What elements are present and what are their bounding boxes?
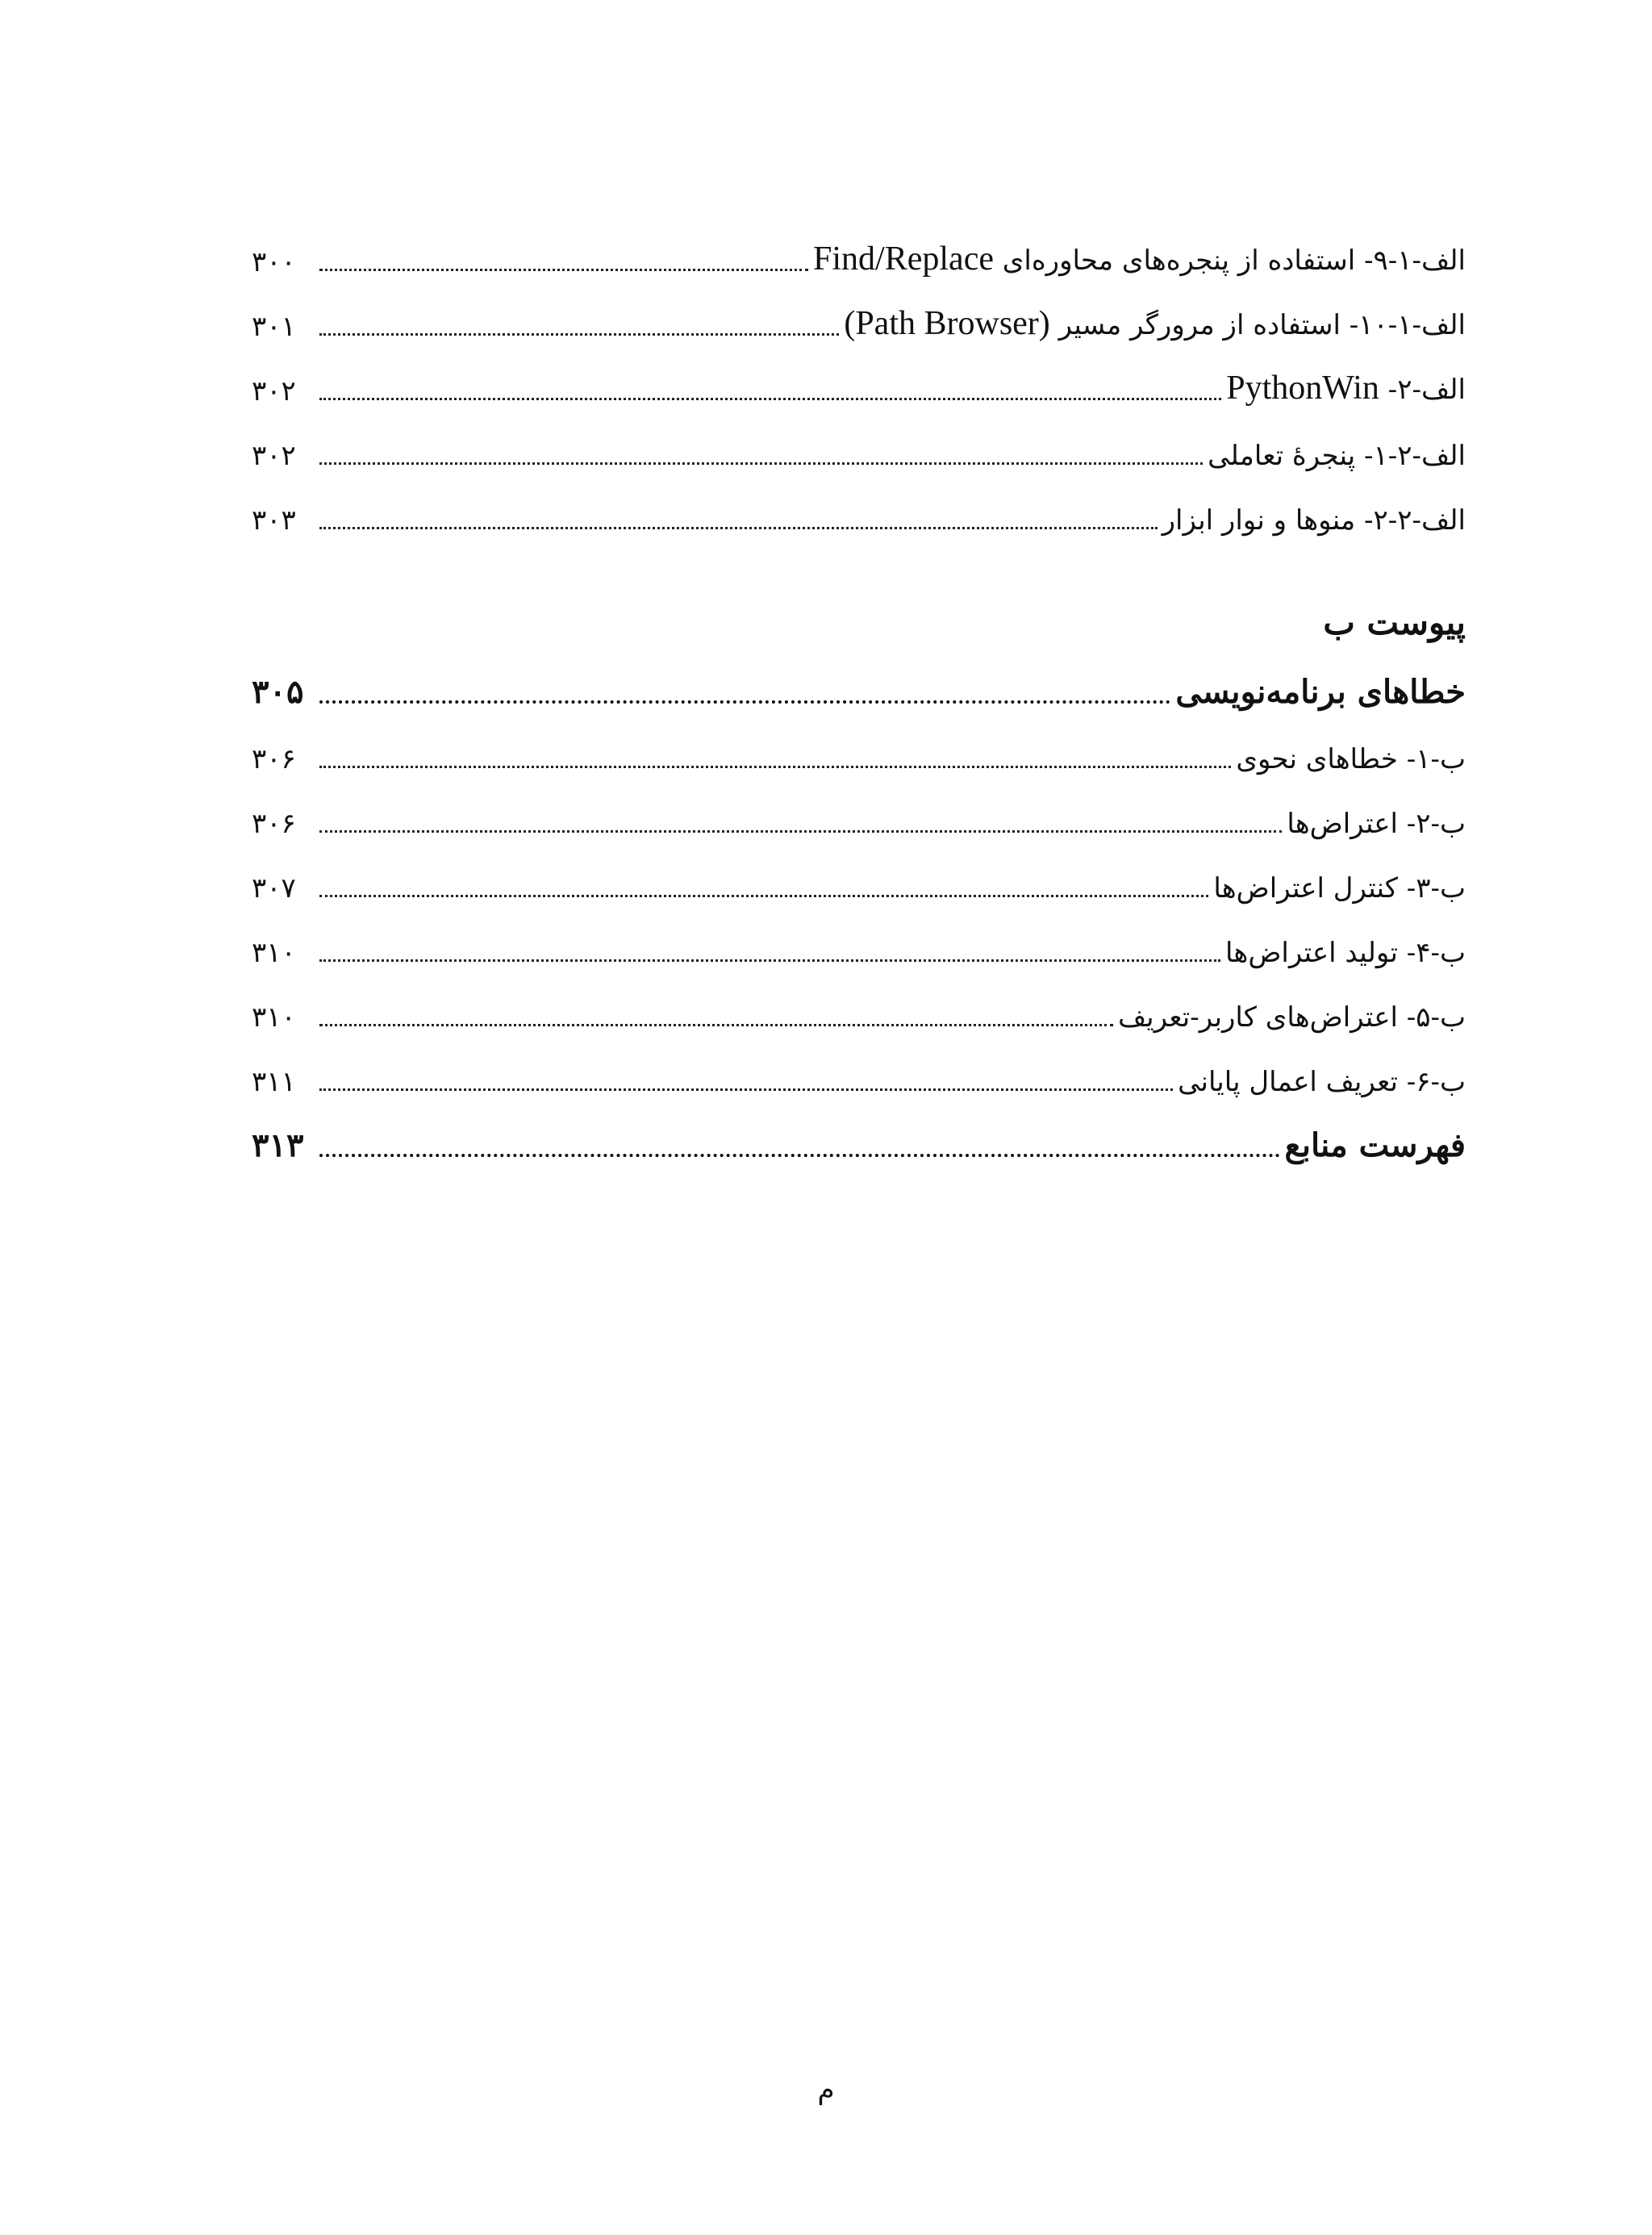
- toc-chapter-title: خطاهای برنامه‌نویسی: [1175, 673, 1466, 711]
- toc-entry[interactable]: [252, 276, 1466, 343]
- dot-leader: [319, 398, 1221, 400]
- dot-leader: [319, 959, 1220, 962]
- table-of-contents: [252, 211, 1466, 1162]
- dot-leader: [319, 1154, 1280, 1157]
- toc-page-number: ۳۱۰: [252, 1001, 296, 1034]
- dot-leader: [319, 766, 1231, 768]
- toc-entry-title: ب-۲- اعتراض‌ها: [1287, 808, 1466, 840]
- toc-entry-title: ب-۳- کنترل اعتراض‌ها: [1213, 872, 1466, 904]
- toc-entry[interactable]: [252, 967, 1466, 1034]
- toc-entry[interactable]: [252, 340, 1466, 405]
- toc-entry-title: ب-۴- تولید اعتراض‌ها: [1225, 937, 1466, 969]
- toc-entry-title: ب-۶- تعریف اعمال پایانی: [1178, 1066, 1466, 1098]
- toc-entry-title: ب-۱- خطاهای نحوی: [1236, 743, 1466, 775]
- toc-entry[interactable]: [252, 902, 1466, 967]
- toc-page-number: ۳۰۰: [252, 246, 296, 278]
- toc-entry-title: الف-۱-۹- استفاده از پنجره‌های محاوره‌ای Find/Replace: [813, 240, 1466, 278]
- toc-entry[interactable]: [252, 708, 1466, 773]
- toc-references-title: فهرست منابع: [1284, 1126, 1466, 1164]
- toc-entry[interactable]: [252, 773, 1466, 838]
- toc-page-number: ۳۱۰: [252, 937, 296, 969]
- toc-entry-latin: Find/Replace: [813, 240, 994, 278]
- toc-entry[interactable]: [252, 405, 1466, 470]
- toc-entry-title: ب-۵- اعتراض‌های کاربر-تعریف: [1117, 1001, 1466, 1034]
- appendix-heading: پیوست ب: [1323, 603, 1466, 642]
- dot-leader: [319, 333, 839, 336]
- dot-leader: [319, 269, 808, 271]
- toc-entry-latin: PythonWin: [1226, 370, 1379, 407]
- toc-entry-latin: (Path Browser): [844, 305, 1050, 342]
- dot-leader: [319, 895, 1208, 897]
- dot-leader: [319, 462, 1203, 465]
- dot-leader: [319, 830, 1282, 833]
- toc-page-number: ۳۰۲: [252, 375, 296, 407]
- toc-page-number: ۳۰۶: [252, 743, 296, 775]
- toc-entry-title: الف-۲-۲- منوها و نوار ابزار: [1162, 504, 1466, 537]
- dot-leader: [319, 1088, 1173, 1091]
- dot-leader: [319, 527, 1158, 529]
- toc-entry[interactable]: [252, 1031, 1466, 1096]
- dot-leader: [319, 1024, 1113, 1026]
- toc-page-number: ۳۰۱: [252, 311, 296, 343]
- toc-entry[interactable]: [252, 470, 1466, 537]
- toc-entry-title: الف-۲- PythonWin: [1226, 370, 1466, 407]
- toc-page-number: ۳۰۵: [252, 673, 304, 711]
- toc-entry-title: الف-۱-۱۰- استفاده از مرورگر مسیر (Path Browser): [844, 305, 1466, 342]
- page-number-footer: م: [817, 2074, 835, 2106]
- toc-entry[interactable]: [252, 211, 1466, 276]
- toc-page-number: ۳۰۶: [252, 808, 296, 840]
- toc-page-number: ۳۱۱: [252, 1066, 296, 1098]
- toc-page-number: ۳۰۷: [252, 872, 296, 904]
- toc-page-number: ۳۱۳: [252, 1126, 304, 1164]
- dot-leader: [319, 700, 1170, 704]
- toc-references-entry[interactable]: [252, 1096, 1466, 1162]
- toc-page-number: ۳۰۲: [252, 440, 296, 472]
- toc-page-number: ۳۰۳: [252, 504, 296, 537]
- toc-entry-title: الف-۲-۱- پنجرۀ تعاملی: [1208, 440, 1466, 472]
- toc-chapter-entry[interactable]: [252, 642, 1466, 711]
- toc-entry[interactable]: [252, 838, 1466, 902]
